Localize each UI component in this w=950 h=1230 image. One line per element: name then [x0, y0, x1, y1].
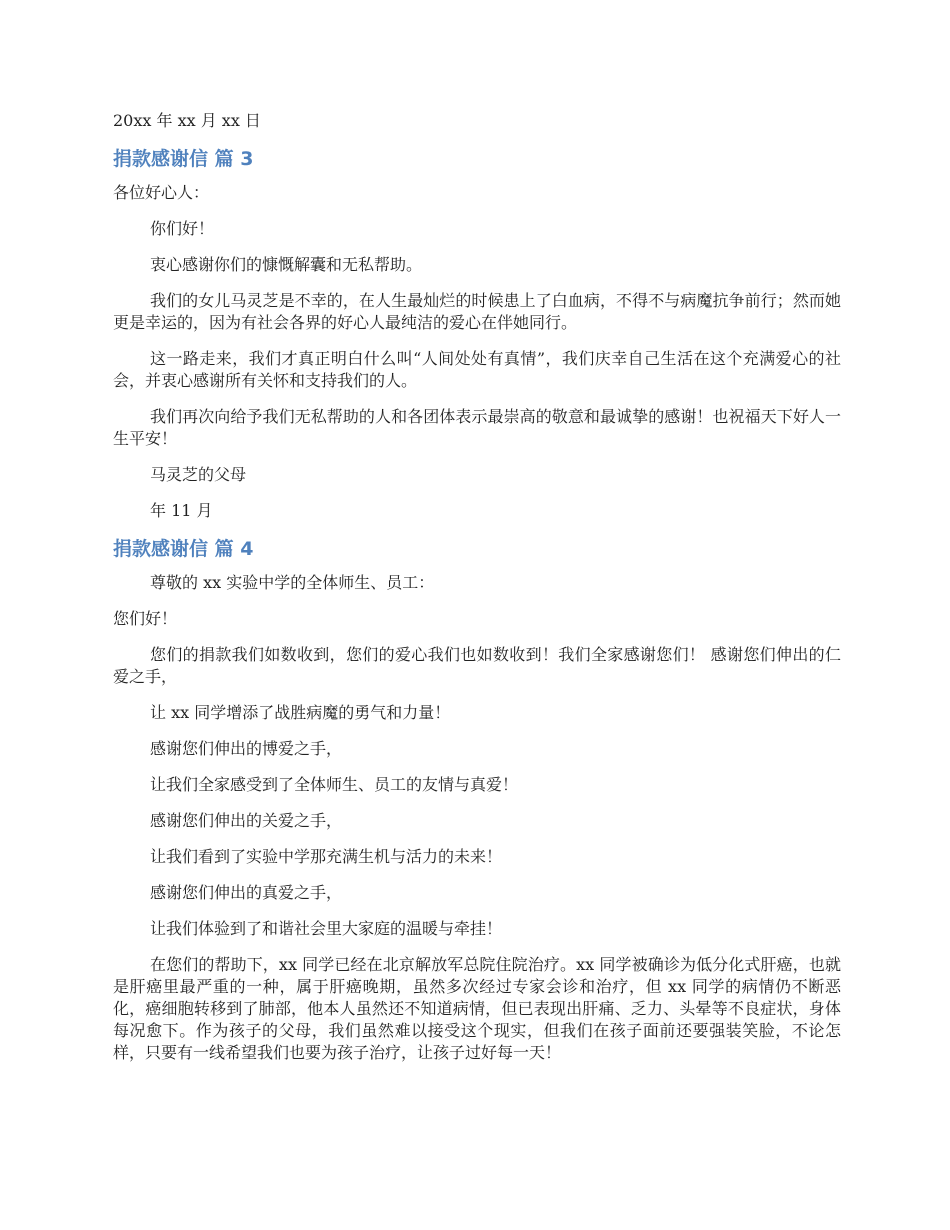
section-4-paragraph-4: 让我们全家感受到了全体师生、员工的友情与真爱！	[150, 775, 519, 794]
section-4-paragraph-2: 让 xx 同学增添了战胜病魔的勇气和力量！	[150, 703, 451, 722]
section-4-paragraph-5: 感谢您们伸出的关爱之手，	[150, 811, 343, 830]
section-3-date: 年 11 月	[150, 501, 213, 520]
section-4-paragraph-3: 感谢您们伸出的博爱之手，	[150, 739, 343, 758]
section-3-greeting: 你们好！	[150, 219, 215, 238]
section-3-paragraph-2: 我们的女儿马灵芝是不幸的，在人生最灿烂的时候患上了白血病，不得不与病魔抗争前行；然而她更是幸运的，因为有社会各界的好心人最纯洁的爱心在伴她同行。	[113, 291, 841, 332]
section-4-paragraph-7: 感谢您们伸出的真爱之手，	[150, 883, 343, 902]
section-4-paragraph-1: 您们的捐款我们如数收到，您们的爱心我们也如数收到！我们全家感谢您们！ 感谢您们伸出的仁爱之手，	[113, 645, 841, 686]
section-4-greeting: 您们好！	[113, 609, 178, 628]
section-4-heading: 捐款感谢信 篇 4	[113, 538, 254, 560]
section-3-paragraph-4: 我们再次向给予我们无私帮助的人和各团体表示最崇高的敬意和最诚挚的感谢！也祝福天下好人一生平安！	[113, 407, 841, 448]
section-3-signature: 马灵芝的父母	[150, 465, 247, 484]
section-3-heading: 捐款感谢信 篇 3	[113, 148, 254, 170]
document-body	[113, 110, 841, 1078]
section-3-salutation: 各位好心人：	[113, 183, 210, 202]
section-4-paragraph-8: 让我们体验到了和谐社会里大家庭的温暖与牵挂！	[150, 919, 503, 938]
section-4-paragraph-9: 在您们的帮助下，xx 同学已经在北京解放军总院住院治疗。xx 同学被确诊为低分化式肝癌，也就是肝癌里最严重的一种，属于肝癌晚期，虽然多次经过专家会诊和治疗，但 xx 同学的病情仍不断恶化，癌细胞转移到了肺部，他本人虽然还不知道病情，但已表现出肝痛、乏力、头晕等不良症状，身体每况愈下。作为孩子的父母，我们虽然难以接受这个现实，但我们在孩子面前还要强装笑脸，不论怎样，只要有一线希望我们也要为孩子治疗，让孩子过好每一天！	[113, 955, 841, 1062]
section-4-paragraph-6: 让我们看到了实验中学那充满生机与活力的未来！	[150, 847, 503, 866]
section-3-paragraph-1: 衷心感谢你们的慷慨解囊和无私帮助。	[150, 255, 423, 274]
section-3-paragraph-3: 这一路走来，我们才真正明白什么叫“人间处处有真情”，我们庆幸自己生活在这个充满爱心的社会，并衷心感谢所有关怀和支持我们的人。	[113, 349, 841, 390]
date-line: 20xx 年 xx 月 xx 日	[113, 111, 261, 130]
section-4-salutation: 尊敬的 xx 实验中学的全体师生、员工：	[150, 573, 435, 592]
